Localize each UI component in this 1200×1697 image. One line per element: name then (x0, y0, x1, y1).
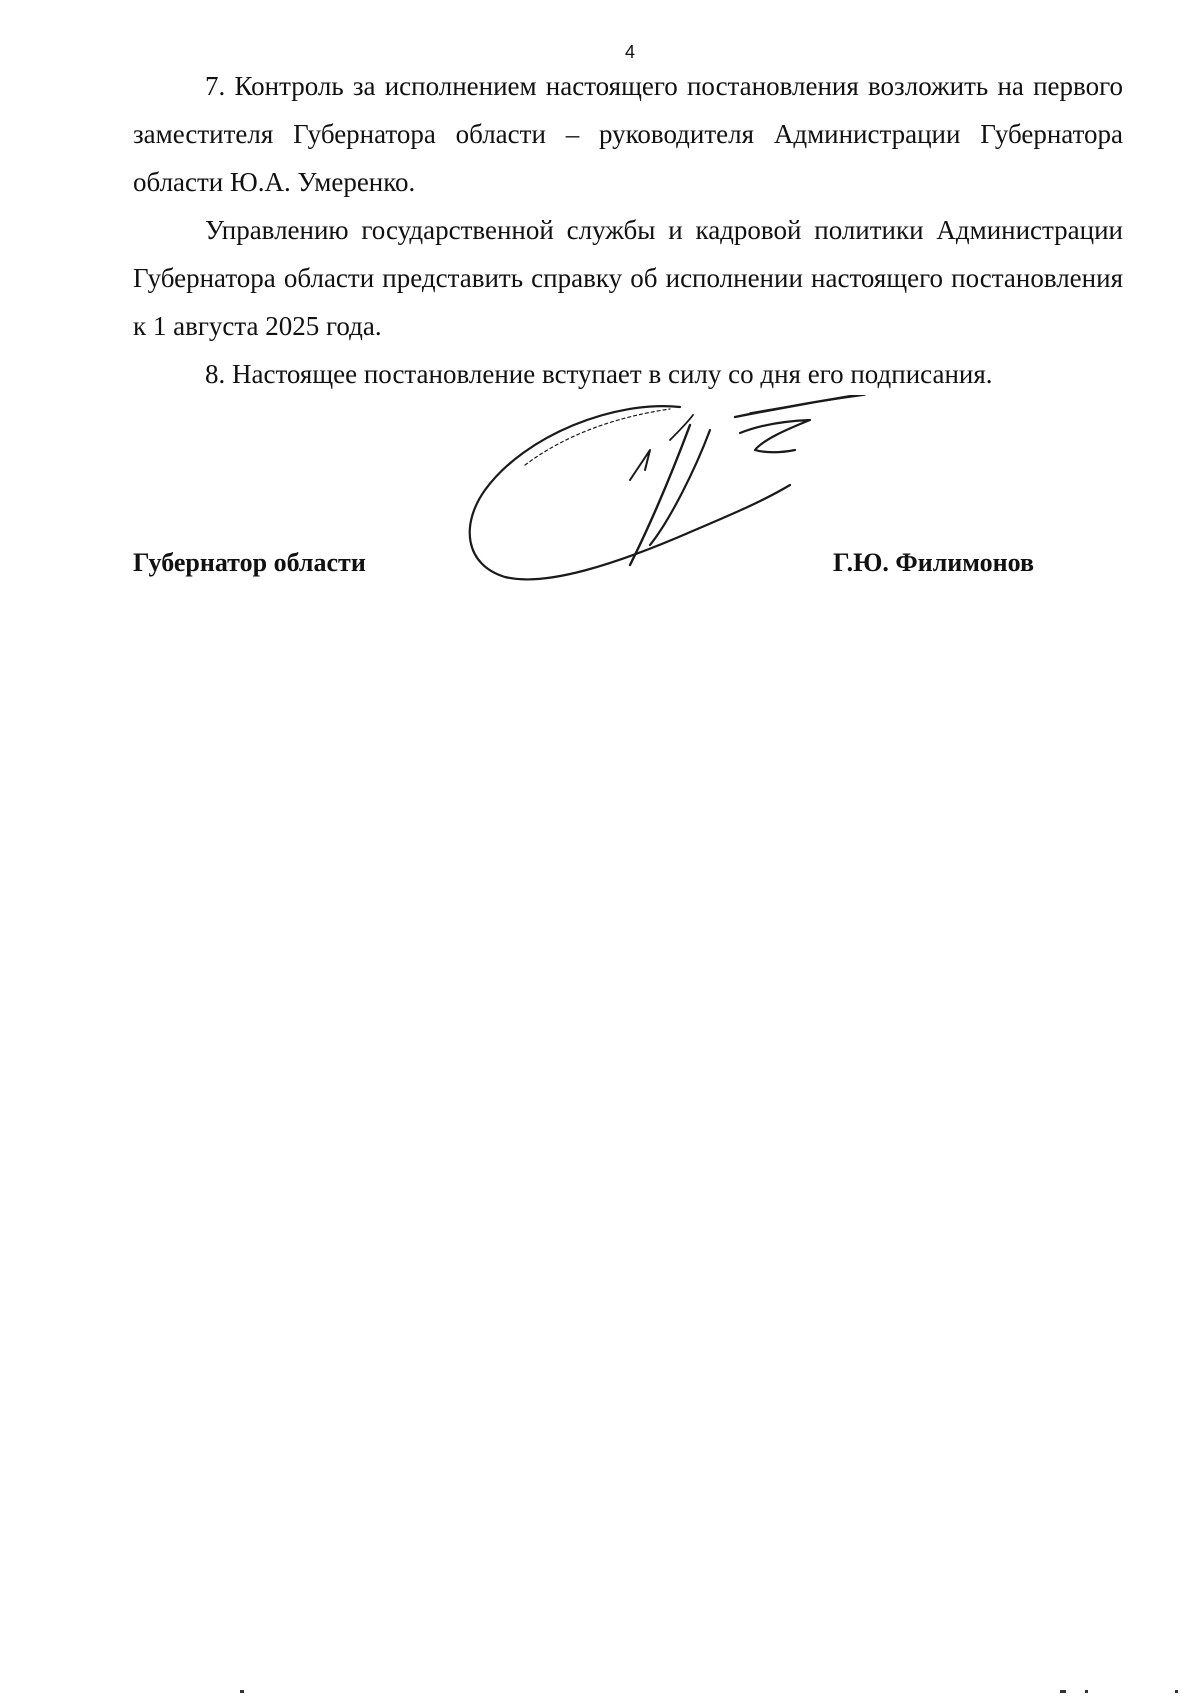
signatory-name: Г.Ю. Филимонов (833, 548, 1035, 577)
paragraph-control-assignment: 7. Контроль за исполнением настоящего постановления возложить на первого заместителя Губернатора области – руководителя Администрации Губернатора области Ю.А. Умеренко. (133, 71, 1123, 197)
paragraph-effective-date: 8. Настоящее постановление вступает в силу со дня его подписания. (205, 359, 993, 389)
scan-artifact (1175, 1690, 1178, 1693)
signatory-title: Губернатор области (133, 548, 366, 577)
page-number: 4 (624, 42, 635, 62)
paragraph-report-deadline: Управлению государственной службы и кадровой политики Администрации Губернатора области представить справку об исполнении настоящего постановления к 1 августа 2025 года. (133, 215, 1123, 341)
scan-artifact (1060, 1690, 1066, 1693)
scan-artifact (1085, 1690, 1088, 1693)
scan-artifact (240, 1690, 244, 1693)
